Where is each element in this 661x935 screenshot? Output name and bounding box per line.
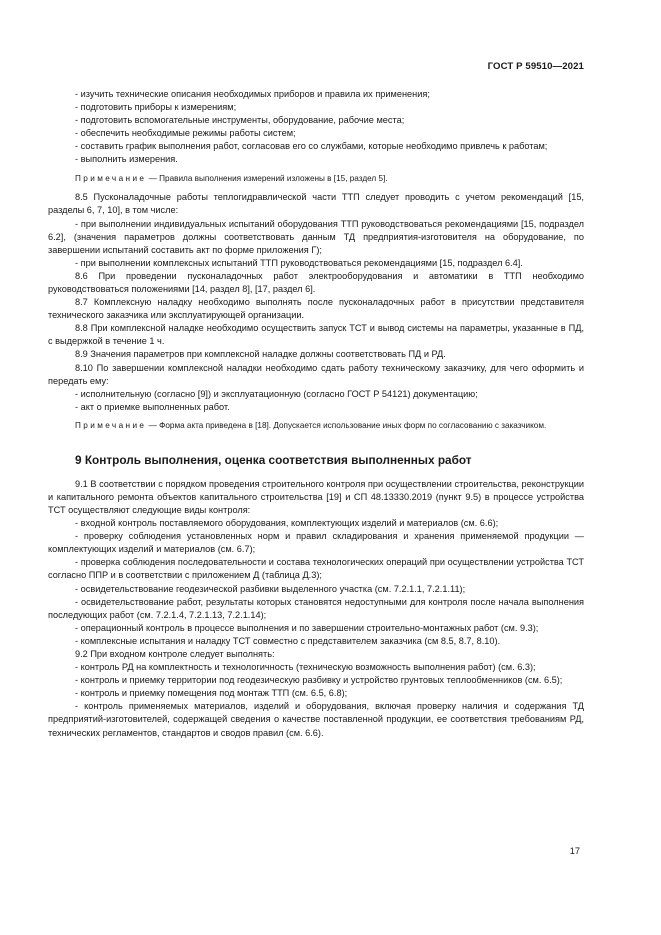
- note-measurements: [48, 173, 584, 186]
- page-number: 17: [569, 846, 580, 856]
- note-text: — Правила выполнения измерений изложены в [15, раздел 5].: [146, 173, 388, 183]
- note-text: — Форма акта приведена в [18]. Допускается использование иных форм по согласованию с заказчиком.: [146, 420, 547, 430]
- clause-9-2: 9.2 При входном контроле следует выполнять:: [75, 648, 275, 659]
- document-header: ГОСТ Р 59510—2021: [487, 61, 584, 72]
- note-label: Примечание: [75, 173, 147, 183]
- intro-item: - выполнить измерения.: [75, 154, 178, 165]
- clause-8-5-item: - при выполнении индивидуальных испытаний оборудования ТТП руководствоваться рекомендациями [15, подраздел 6.2], (значения параметров должны соответствовать данным ТД предприятия-изготовителя на оборудование, по завершении испытаний составить акт по форме приложения Г);: [48, 218, 584, 255]
- clause-9-1-item: - операционный контроль в процессе выполнения и по завершении строительно-монтажных работ (см. 9.3);: [75, 622, 539, 633]
- intro-item: - подготовить вспомогательные инструменты, оборудование, рабочие места;: [75, 115, 405, 126]
- section-9-heading: 9 Контроль выполнения, оценка соответствия выполненных работ: [75, 452, 472, 467]
- clause-9-2-item: - контроль РД на комплектность и технологичность (техническую возможность выполнения работ) (см. 6.3);: [75, 662, 536, 673]
- clause-9-1-item: - освидетельствование геодезической разбивки выделенного участка (см. 7.2.1.1, 7.2.1.11);: [75, 583, 466, 594]
- clause-8-5: 8.5 Пусконаладочные работы теплогидравлической части ТТП следует проводить с учетом рекомендаций [15, разделы 6, 7, 10], в том числе:: [48, 192, 584, 216]
- note-act-form: [48, 420, 584, 433]
- clause-9-1-item: - проверка соблюдения последовательности и состава технологических операций при осуществлении устройства ТСТ согласно ППР и в соответствии с приложением Д (таблица Д.3);: [48, 557, 584, 581]
- clause-9-1: 9.1 В соответствии с порядком проведения строительного контроля при осуществлении строительства, реконструкции и капитального ремонта объектов капитального строительства [19] и СП 48.13330.2019 (пункт 9.5) в процессе устройства ТСТ осуществляют следующие виды контроля:: [48, 478, 584, 515]
- clause-9-2-item: - контроль и приемку помещения под монтаж ТТП (см. 6.5, 6.8);: [75, 688, 348, 699]
- clause-9-1-item: - освидетельствование работ, результаты которых становятся недоступными для контроля после начала выполнения последующих работ (см. 7.2.1.4, 7.2.1.13, 7.2.1.14);: [48, 596, 584, 620]
- clause-8-10-item: - акт о приемке выполненных работ.: [75, 401, 230, 412]
- clause-9-2-item: - контроль и приемку территории под геодезическую разбивку и устройство грунтовых теплообменников (см. 6.5);: [75, 675, 563, 686]
- intro-item: - обеспечить необходимые режимы работы систем;: [75, 128, 296, 139]
- clause-8-9: 8.9 Значения параметров при комплексной наладке должны соответствовать ПД и РД.: [75, 349, 446, 360]
- clause-9-1-item: - проверку соблюдения установленных норм и правил складирования и хранения применяемой продукции — комплектующих изделий и материалов (см. 6.7);: [48, 531, 584, 555]
- intro-item: - подготовить приборы к измерениям;: [75, 102, 237, 113]
- clause-8-6: 8.6 При проведении пусконаладочных работ электрооборудования и автоматики в ТТП необходимо руководствоваться положениями [14, раздел 8], [17, раздел 6].: [48, 270, 584, 295]
- intro-item: - составить график выполнения работ, согласовав его со службами, которые необходимо привлечь к работам;: [75, 141, 548, 152]
- intro-item: - изучить технические описания необходимых приборов и правила их применения;: [75, 89, 430, 99]
- clause-8-7: 8.7 Комплексную наладку необходимо выполнять после пусконаладочных работ в присутствии представителя технического заказчика или эксплуатирующей организации.: [48, 297, 584, 321]
- clause-8-5-item: - при выполнении комплексных испытаний ТТП руководствоваться рекомендациями [15, подраздел 6.4].: [75, 257, 523, 268]
- clause-8-8: 8.8 При комплексной наладке необходимо осуществить запуск ТСТ и вывод системы на параметры, указанные в ПД, с выдержкой в течение 1 ч.: [48, 323, 584, 347]
- clause-8-10-item: - исполнительную (согласно [9]) и эксплуатационную (согласно ГОСТ Р 54121) документацию;: [75, 388, 478, 399]
- clause-8-10: 8.10 По завершении комплексной наладки необходимо сдать работу техническому заказчику, для чего оформить и передать ему:: [48, 362, 584, 386]
- clause-9-1-item: - входной контроль поставляемого оборудования, комплектующих изделий и материалов (см. 6.6);: [75, 518, 499, 529]
- clause-9-1-item: - комплексные испытания и наладку ТСТ совместно с представителем заказчика (см 8.5, 8.7, 8.10).: [75, 635, 501, 646]
- clause-9-2-item: - контроль применяемых материалов, изделий и оборудования, включая проверку наличия и содержания ТД предприятий-изготовителей, содержащей сведения о качестве поставленной продукции, ее соответствия требованиям РД, технических регламентов, стандартов и сводов правил (см. 6.6).: [48, 701, 584, 738]
- note-label: Примечание: [75, 420, 147, 430]
- document-body: [48, 88, 584, 740]
